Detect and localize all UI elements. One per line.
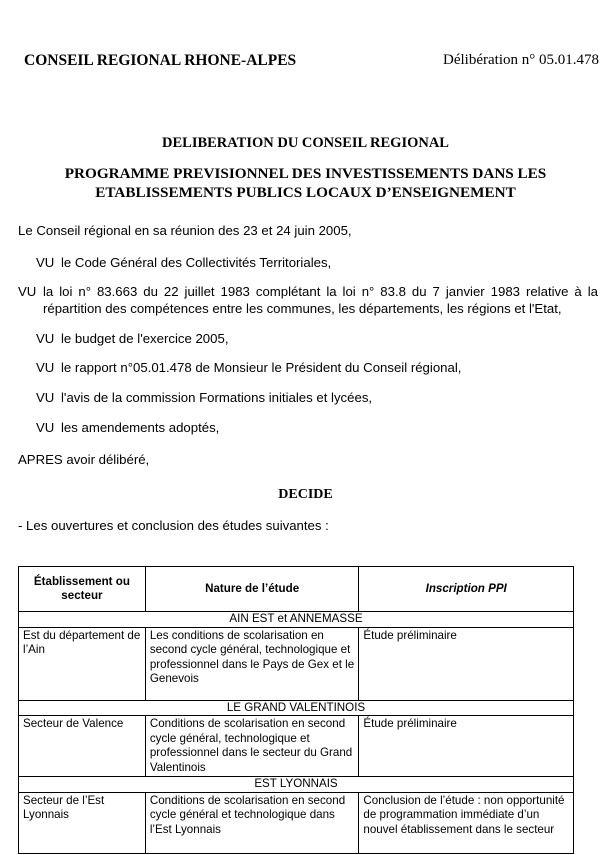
vu-label: VU [36, 390, 55, 405]
column-header-nature: Nature de l’étude [145, 567, 359, 612]
section-row [19, 612, 574, 628]
cell-establishment: Secteur de l’Est Lyonnais [19, 792, 146, 853]
vu-label: VU [36, 331, 55, 346]
cell-nature: Conditions de scolarisation en second cycle général et technologique dans l’Est Lyonnais [145, 792, 359, 853]
table-row [19, 627, 574, 700]
table-header-row [19, 567, 574, 612]
document-title: DELIBERATION DU CONSEIL REGIONAL [162, 135, 449, 151]
vu-label: VU [36, 420, 55, 435]
section-title: AIN EST et ANNEMASSE [19, 612, 574, 628]
studies-table [18, 566, 574, 854]
table-row [19, 716, 574, 777]
apres-line: APRES avoir délibéré, [18, 452, 150, 467]
cell-nature: Conditions de scolarisation en second cycle général, technologique et professionnel dans le secteur du Grand Valentinois [145, 716, 359, 777]
section-row [19, 777, 574, 793]
column-header-ppi: Inscription PPI [359, 567, 574, 612]
organisation-name: CONSEIL REGIONAL RHONE-ALPES [24, 52, 297, 69]
section-row [19, 700, 574, 716]
decide-heading: DECIDE [278, 487, 333, 502]
column-header-establishment: Établissement ou secteur [19, 567, 146, 612]
vu-text: le Code Général des Collectivités Territoriales, [61, 255, 332, 270]
cell-establishment: Est du département de l’Ain [19, 627, 146, 700]
vu-text: la loi n° 83.663 du 22 juillet 1983 complétant la loi n° 83.8 du 7 janvier 1983 relative à la répartition des compétences entre les communes, les départements, les régions et l'Etat, [43, 284, 598, 316]
deliberation-reference: Délibération n° 05.01.478 [443, 52, 599, 68]
cell-ppi: Étude préliminaire [359, 716, 574, 777]
cell-ppi: Étude préliminaire [359, 627, 574, 700]
vu-label: VU [36, 360, 55, 375]
vu-text: le budget de l'exercice 2005, [61, 331, 229, 346]
vu-text: l'avis de la commission Formations initiales et lycées, [61, 390, 373, 405]
preamble: Le Conseil régional en sa réunion des 23 et 24 juin 2005, [18, 223, 352, 238]
list-intro: - Les ouvertures et conclusion des études suivantes : [18, 518, 329, 533]
section-title: EST LYONNAIS [19, 777, 574, 793]
section-title: LE GRAND VALENTINOIS [19, 700, 574, 716]
cell-ppi: Conclusion de l’étude : non opportunité de programmation immédiate d’un nouvel établissement dans le secteur [359, 792, 574, 853]
vu-text: les amendements adoptés, [61, 420, 220, 435]
vu-label: VU [18, 284, 37, 299]
vu-label: VU [36, 255, 55, 270]
vu-item [18, 283, 598, 317]
table-row [19, 792, 574, 853]
vu-text: le rapport n°05.01.478 de Monsieur le Président du Conseil régional, [61, 360, 462, 375]
cell-establishment: Secteur de Valence [19, 716, 146, 777]
document-subtitle: PROGRAMME PREVISIONNEL DES INVESTISSEMENTS DANS LES ETABLISSEMENTS PUBLICS LOCAUX D’ENSEIGNEMENT [64, 165, 547, 201]
cell-nature: Les conditions de scolarisation en second cycle général, technologique et professionnel dans le Pays de Gex et le Genevois [145, 627, 359, 700]
